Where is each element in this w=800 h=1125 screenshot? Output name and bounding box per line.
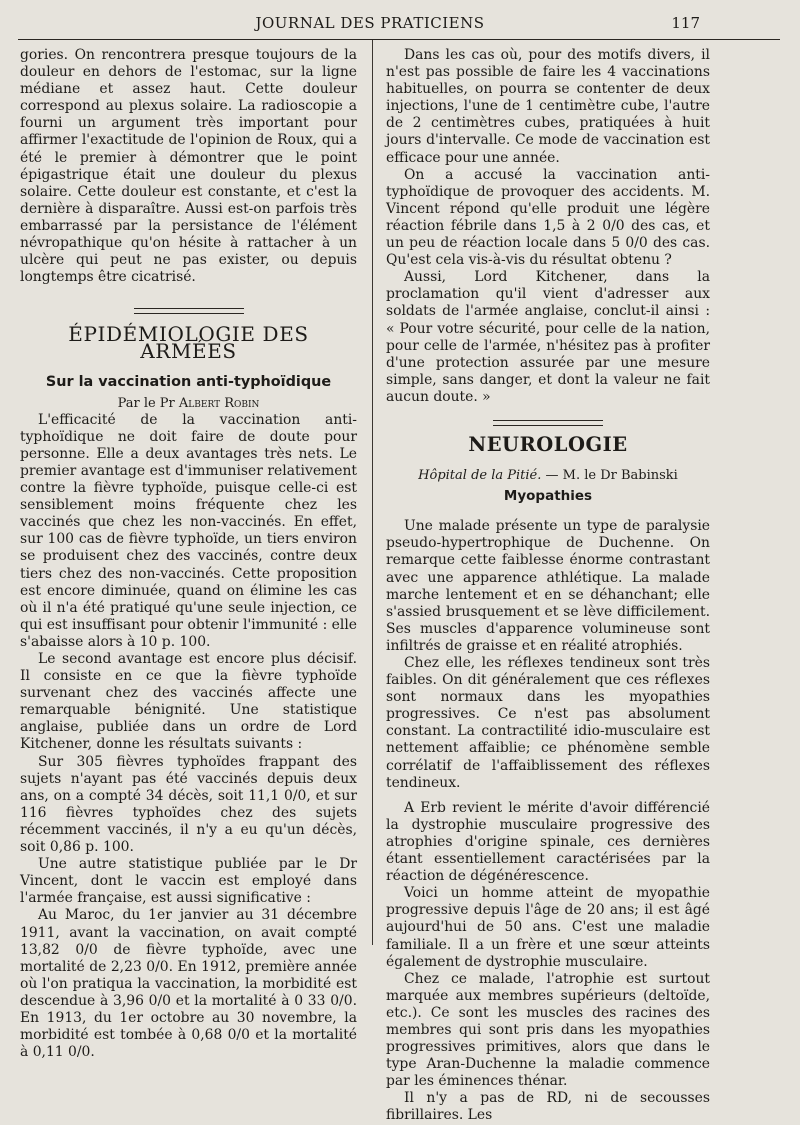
body-paragraph: Une malade présente un type de paralysie pseudo-hypertrophique de Duchenne. On remarque cette faiblesse énorme contrastant avec une apparence athlétique. La malade marche lentement et en se déhanchant; elle s'assied brusquement et se lève difficilement. Ses muscles d'apparence volumineuse sont infiltrés de graisse et en réalité atrophiés. (386, 518, 710, 654)
hospital-name: Hôpital de la Pitié. (418, 468, 542, 484)
byline-author: Albert Robin (178, 395, 260, 411)
right-column (386, 47, 710, 1125)
column-divider (372, 40, 373, 945)
page-number: 117 (671, 14, 700, 32)
section-heading-epidemiologie: ÉPIDÉMIOLOGIE DES ARMÉES (68, 322, 309, 364)
body-paragraph: L'efficacité de la vaccination anti-typhoïdique ne doit faire de doute pour personne. Elle a deux avantages très nets. Le premier avantage est d'immuniser relativement contre la fièvre typhoïde, puisque celle-ci est sensiblement moins fréquente chez les vaccinés que chez les non-vaccinés. En effet, sur 100 cas de fièvre typhoïde, un tiers environ se produisent chez des vaccinés, contre deux tiers chez des non-vaccinés. Cette proposition est encore diminuée, quand on élimine les cas où il n'a été pratiqué qu'une seule injection, ce qui est insuffisant pour obtenir l'immunité : elle s'abaisse alors à 10 p. 100. (20, 411, 357, 650)
article-title-myopathies: Myopathies (503, 488, 593, 505)
continued-paragraph: gories. On rencontrera presque toujours de la douleur en dehors de l'estomac, sur la ligne médiane et assez haut. Cette douleur correspond au plexus solaire. La radioscopie a fourni un argument très important pour affirmer l'exactitude de l'opinion de Roux, qui a été le premier à démontrer que le point épigastrique était une douleur du plexus solaire. Cette douleur est constante, et c'est la dernière à disparaître. Aussi est-on parfois très embarrassé par la persistance de l'élément névropathique qu'on hésite à rattacher à un ulcère qui peut ne pas exister, ou depuis longtemps être cicatrisé. (20, 47, 357, 286)
byline-prefix: Par le Pr (117, 395, 175, 411)
body-paragraph: Il n'y a pas de RD, ni de secousses fibrillaires. Les (386, 1090, 710, 1124)
body-paragraph: A Erb revient le mérite d'avoir différencié la dystrophie musculaire progressive des atrophies d'origine spinale, ces dernières étant essentiellement caractérisées par la réaction de dégénérescence. (386, 799, 710, 885)
header-rule (18, 39, 780, 40)
body-paragraph: Chez ce malade, l'atrophie est surtout marquée aux membres supérieurs (deltoïde, etc.). Ce sont les muscles des racines des membres qui sont pris dans les myopathies progressives primitives, alors que dans le type Aran-Duchenne la maladie commence par les éminences thénar. (386, 970, 710, 1090)
body-paragraph: Sur 305 fièvres typhoïdes frappant des sujets n'ayant pas été vaccinés depuis deux ans, on a compté 34 décès, soit 11,1 0/0, et sur 116 fièvres typhoïdes chez des sujets récemment vaccinés, il n'y a eu qu'un décès, soit 0,86 p. 100. (20, 753, 357, 856)
body-paragraph: Une autre statistique publiée par le Dr Vincent, dont le vaccin est employé dans l'armée française, est aussi significative : (20, 856, 357, 907)
body-paragraph: Dans les cas où, pour des motifs divers, il n'est pas possible de faire les 4 vaccinations habituelles, on pourra se contenter de deux injections, l'une de 1 centimètre cube, l'autre de 2 centimètres cubes, pratiquées à huit jours d'intervalle. Ce mode de vaccination est efficace pour une année. (386, 47, 710, 166)
body-paragraph: Au Maroc, du 1er janvier au 31 décembre 1911, avant la vaccination, on avait compté 13,82 0/0 de fièvre typhoïde, avec une mortalité de 2,23 0/0. En 1912, première année où l'on pratiqua la vaccination, la morbidité est descendue à 3,96 0/0 et la mortalité à 0 33 0/0. En 1913, du 1er octobre au 30 novembre, la morbidité est tombée à 0,68 0/0 et la mortalité à 0,11 0/0. (20, 907, 357, 1061)
journal-title: JOURNAL DES PRATICIENS (255, 14, 485, 32)
body-paragraph: Voici un homme atteint de myopathie progressive depuis l'âge de 20 ans; il est âgé aujourd'hui de 50 ans. C'est une maladie familiale. Il a un frère et une sœur atteints également de dystrophie musculaire. (386, 885, 710, 970)
body-paragraph: Aussi, Lord Kitchener, dans la proclamation qu'il vient d'adresser aux soldats de l'armée anglaise, conclut-il ainsi : « Pour votre sécurité, pour celle de la nation, pour celle de l'armée, n'hésitez pas à profiter d'une protection assurée par une mesure simple, sans danger, et dont la valeur ne fait aucun doute. » (386, 269, 710, 405)
left-column (20, 47, 357, 1061)
body-paragraph: On a accusé la vaccination anti-typhoïdique de provoquer des accidents. M. Vincent répond qu'elle produit une légère réaction fébrile dans 1,5 à 2 0/0 des cas, et un peu de réaction locale dans 5 0/0 des cas. Qu'est cela vis-à-vis du résultat obtenu ? (386, 166, 710, 269)
body-paragraph: Chez elle, les réflexes tendineux sont très faibles. On dit généralement que ces réflexes sont normaux dans les myopathies progressives. Ce n'est pas absolument constant. La contractilité idio-musculaire est nettement affaiblie; ce phénomène semble corrélatif de l'affaiblissement des réflexes tendineux. (386, 655, 710, 791)
byline (20, 395, 357, 412)
hospital-line (386, 467, 710, 484)
running-head (0, 10, 800, 36)
section-heading-neurologie: NEUROLOGIE (468, 432, 628, 456)
body-paragraph: Le second avantage est encore plus décisif. Il consiste en ce que la fièvre typhoïde survenant chez des vaccinés affecte une remarquable bénignité. Une statistique anglaise, publiée dans un ordre de Lord Kitchener, donne les résultats suivants : (20, 651, 357, 753)
article-title-vaccination: Sur la vaccination anti-typhoïdique (45, 373, 332, 390)
doctor-name: — M. le Dr Babinski (545, 468, 678, 484)
